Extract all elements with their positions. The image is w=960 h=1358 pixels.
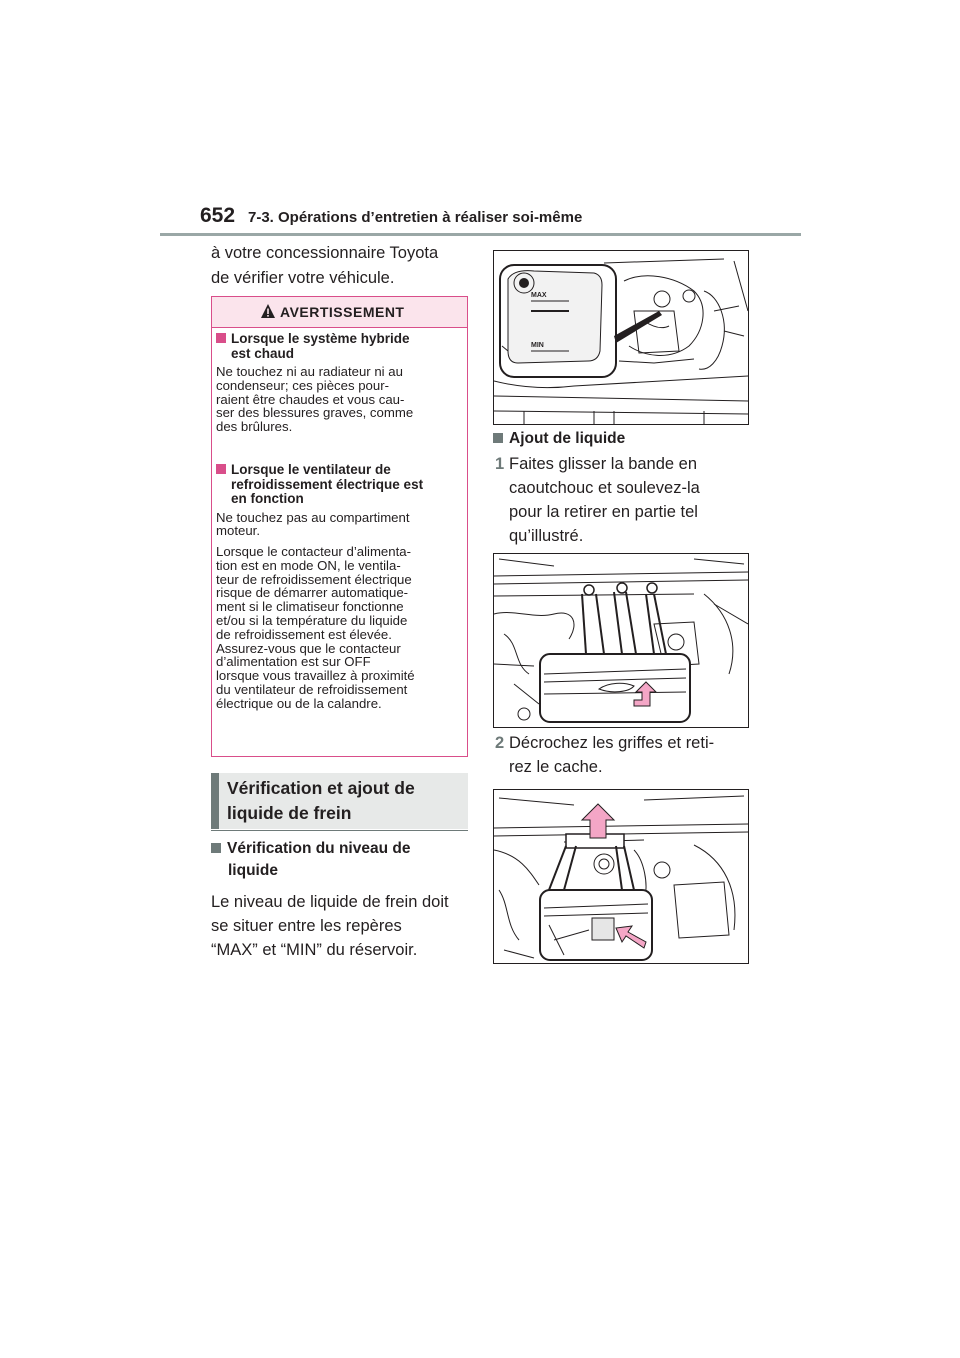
warning-header [212,297,467,328]
warning-item-text: Lorsque le contacteur d’alimenta- tion est en mode ON, le ventila- teur de refroidissement électrique risque de démarrer automatique- ment si le climatiseur fonctionne et/ou si la température du liquide de refroidissement est élevée. Assurez-vous que le contacteur d’alimentation est sur OFF lorsque vous travaillez à proximité du ventilateur de refroidissement électrique ou de la calandre. [216,544,415,711]
step-2: 2 Décrochez les griffes et reti- rez le cache. [493,731,779,779]
warning-triangle-icon [260,303,276,319]
check-level-text: Le niveau de liquide de frein doit se situer entre les repères “MAX” et “MIN” du réservoir. [211,893,449,959]
warning-box [211,296,468,757]
intro-paragraph [211,241,466,290]
header-divider [160,233,801,236]
warning-item-fan [216,463,468,711]
bullet-square-icon [211,843,221,853]
bullet-square-icon [493,433,503,443]
bullet-square-icon [216,464,226,474]
step-number: 2 [495,734,505,752]
max-label: MAX [531,292,547,299]
min-label: MIN [531,342,544,349]
bullet-square-icon [216,333,226,343]
check-level-block [211,838,471,962]
figure-cover-removal [493,789,749,964]
intro-line: de vérifier votre véhicule. [211,268,395,287]
warning-item-heading: est chaud [231,345,295,361]
warning-item-heading: refroidissement électrique est [231,476,424,492]
subheading: Ajout de liquide [493,428,763,450]
add-fluid-block [493,428,763,548]
warning-item-heading: en fonction [231,491,304,506]
warning-item-text: Ne touchez pas au compartiment moteur. [216,509,410,539]
figure-brake-fluid-reservoir [493,250,749,425]
section-heading-text: Vérification et ajout de liquide de frein [227,778,415,823]
page-number: 652 [200,204,236,227]
subheading: Vérification du niveau de [211,838,471,860]
step-number: 1 [495,455,505,473]
section-title: 7-3. Opérations d’entretien à réaliser soi-même [248,209,583,226]
section-heading-rule [211,830,468,831]
warning-item-hot-system [216,332,466,434]
subheading: liquide [228,862,278,879]
rubber-band-illustration [494,554,748,727]
warning-title: AVERTISSEMENT [280,304,405,320]
section-heading [211,773,468,829]
warning-item-heading: Lorsque le ventilateur de [216,463,468,478]
step-1: 1 Faites glisser la bande en caoutchouc et soulevez-la pour la retirer en partie tel qu’illustré. [493,452,763,548]
intro-line: à votre concessionnaire Toyota [211,244,439,262]
warning-item-heading: Lorsque le système hybride [216,332,466,347]
cover-removal-illustration [494,790,748,963]
engine-bay-illustration [494,251,748,424]
figure-rubber-band [493,553,749,728]
warning-item-text: Ne touchez ni au radiateur ni au condenseur; ces pièces pour- raient être chaudes et vous cau- ser des blessures graves, comme des brûlures. [216,364,414,435]
section-heading-bar [211,773,219,829]
